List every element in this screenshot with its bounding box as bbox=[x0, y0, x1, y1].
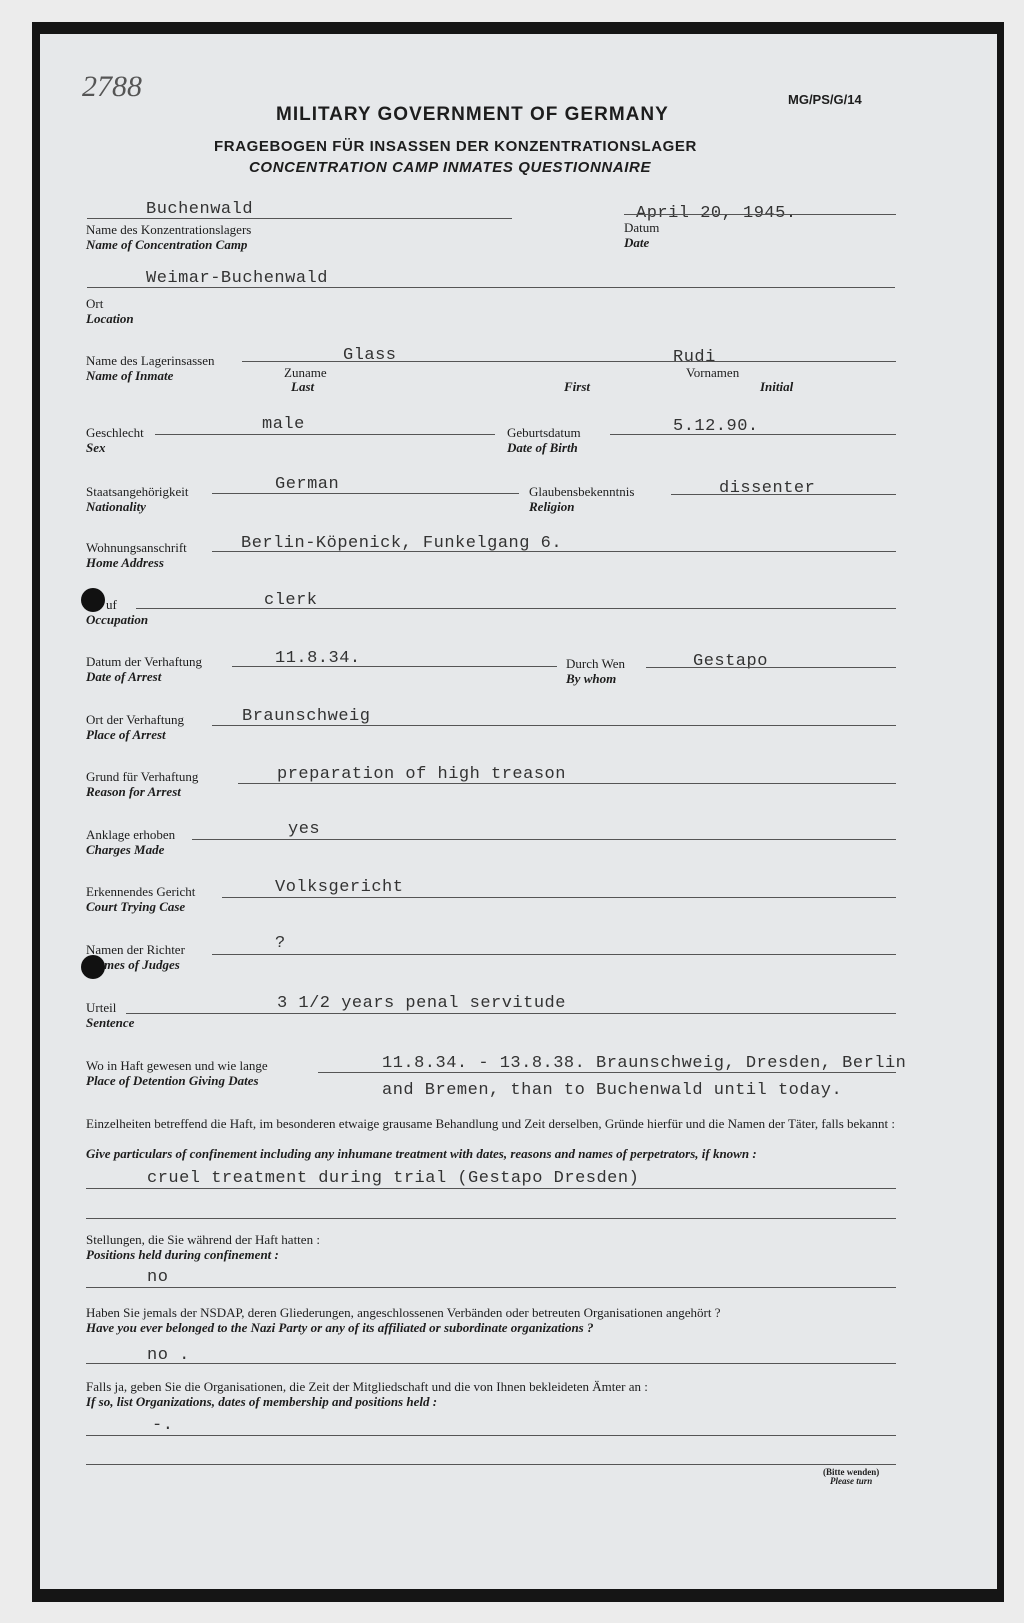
treatment-label-de: Einzelheiten betreffend die Haft, im besonderen etwaige grausame Behandlung und Zeit derselben, Gründe hierfür und die Namen der Täter, falls bekannt : bbox=[86, 1116, 896, 1131]
detention-label: Wo in Haft gewesen und wie lange Place of Detention Giving Dates bbox=[86, 1058, 268, 1088]
questionnaire-page bbox=[40, 34, 997, 1589]
arrest-date-label: Datum der Verhaftung Date of Arrest bbox=[86, 654, 203, 684]
camp-value: Buchenwald bbox=[146, 200, 254, 219]
dob-value: 5.12.90. bbox=[673, 417, 759, 436]
sex-label: Geschlecht Sex bbox=[86, 425, 144, 455]
sentence-value: 3 1/2 years penal servitude bbox=[277, 994, 566, 1013]
charges-value: yes bbox=[288, 820, 321, 839]
inmate-label: Name des Lagerinsassen Name of Inmate bbox=[86, 353, 215, 383]
arrest-date-value: 11.8.34. bbox=[275, 649, 361, 668]
nsdap-label: Haben Sie jemals der NSDAP, deren Gliederungen, angeschlossenen Verbänden oder betreuten Organisationen angehört ? Have you ever belonged to the Nazi Party or any of its affiliated or subordinate organizations ? bbox=[86, 1305, 721, 1335]
location-label: Ort Location bbox=[86, 296, 134, 326]
vornamen-label: Vornamen bbox=[686, 365, 740, 380]
religion-value: dissenter bbox=[719, 479, 816, 498]
form-code: MG/PS/G/14 bbox=[788, 92, 862, 107]
organizations-value: -. bbox=[152, 1416, 174, 1435]
last-name-value: Glass bbox=[343, 346, 397, 365]
nsdap-value: no . bbox=[147, 1346, 190, 1365]
arrest-place-value: Braunschweig bbox=[242, 707, 371, 726]
detention-line2: and Bremen, than to Buchenwald until today. bbox=[382, 1081, 843, 1100]
dob-label: Geburtsdatum Date of Birth bbox=[507, 425, 581, 455]
religion-label: Glaubensbekenntnis Religion bbox=[529, 484, 635, 514]
date-value: April 20, 1945. bbox=[636, 204, 797, 223]
treatment-label-en: Give particulars of confinement including any inhumane treatment with dates, reasons and names of perpetrators, if known : bbox=[86, 1146, 757, 1161]
occupation-label: uf Occupation bbox=[86, 597, 149, 627]
address-value: Berlin-Köpenick, Funkelgang 6. bbox=[241, 534, 563, 553]
charges-label: Anklage erhoben Charges Made bbox=[86, 827, 176, 857]
stamp-number: 2788 bbox=[82, 70, 142, 103]
please-turn-note: (Bitte wenden) Please turn bbox=[823, 1467, 880, 1486]
zuname-label: Zuname bbox=[284, 365, 327, 380]
first-label: First bbox=[564, 379, 591, 394]
arrest-reason-value: preparation of high treason bbox=[277, 765, 566, 784]
initial-label: Initial bbox=[760, 379, 794, 394]
court-value: Volksgericht bbox=[275, 878, 404, 897]
nationality-value: German bbox=[275, 475, 340, 494]
arrested-by-label: Durch Wen By whom bbox=[566, 656, 626, 686]
court-label: Erkennendes Gericht Court Trying Case bbox=[86, 884, 196, 914]
subtitle-en: CONCENTRATION CAMP INMATES QUESTIONNAIRE bbox=[249, 159, 652, 176]
subtitle-de: FRAGEBOGEN FÜR INSASSEN DER KONZENTRATIONSLAGER bbox=[214, 138, 697, 155]
treatment-value: cruel treatment during trial (Gestapo Dresden) bbox=[147, 1169, 640, 1188]
arrest-place-label: Ort der Verhaftung Place of Arrest bbox=[86, 712, 184, 742]
address-label: Wohnungsanschrift Home Address bbox=[86, 540, 187, 570]
sex-value: male bbox=[262, 415, 305, 434]
nationality-label: Staatsangehörigkeit Nationality bbox=[86, 484, 189, 514]
date-label: Datum Date bbox=[624, 220, 660, 250]
detention-line1: 11.8.34. - 13.8.38. Braunschweig, Dresden, Berlin bbox=[382, 1054, 907, 1073]
arrested-by-value: Gestapo bbox=[693, 652, 768, 671]
organizations-label: Falls ja, geben Sie die Organisationen, die Zeit der Mitgliedschaft und die von Ihnen bekleideten Ämter an : If so, list Organizations, dates of membership and positions held : bbox=[86, 1379, 648, 1409]
sentence-label: Urteil Sentence bbox=[86, 1000, 135, 1030]
page-title: MILITARY GOVERNMENT OF GERMANY bbox=[276, 104, 669, 125]
location-value: Weimar-Buchenwald bbox=[146, 269, 328, 288]
positions-value: no bbox=[147, 1268, 169, 1287]
positions-label: Stellungen, die Sie während der Haft hatten : Positions held during confinement : bbox=[86, 1232, 320, 1262]
occupation-value: clerk bbox=[264, 591, 318, 610]
camp-label: Name des Konzentrationslagers Name of Concentration Camp bbox=[86, 222, 252, 252]
last-label: Last bbox=[291, 379, 315, 394]
judges-label: Namen der Richter mes of Judges bbox=[86, 942, 185, 972]
arrest-reason-label: Grund für Verhaftung Reason for Arrest bbox=[86, 769, 199, 799]
first-name-value: Rudi bbox=[673, 348, 716, 367]
judges-value: ? bbox=[275, 934, 286, 953]
